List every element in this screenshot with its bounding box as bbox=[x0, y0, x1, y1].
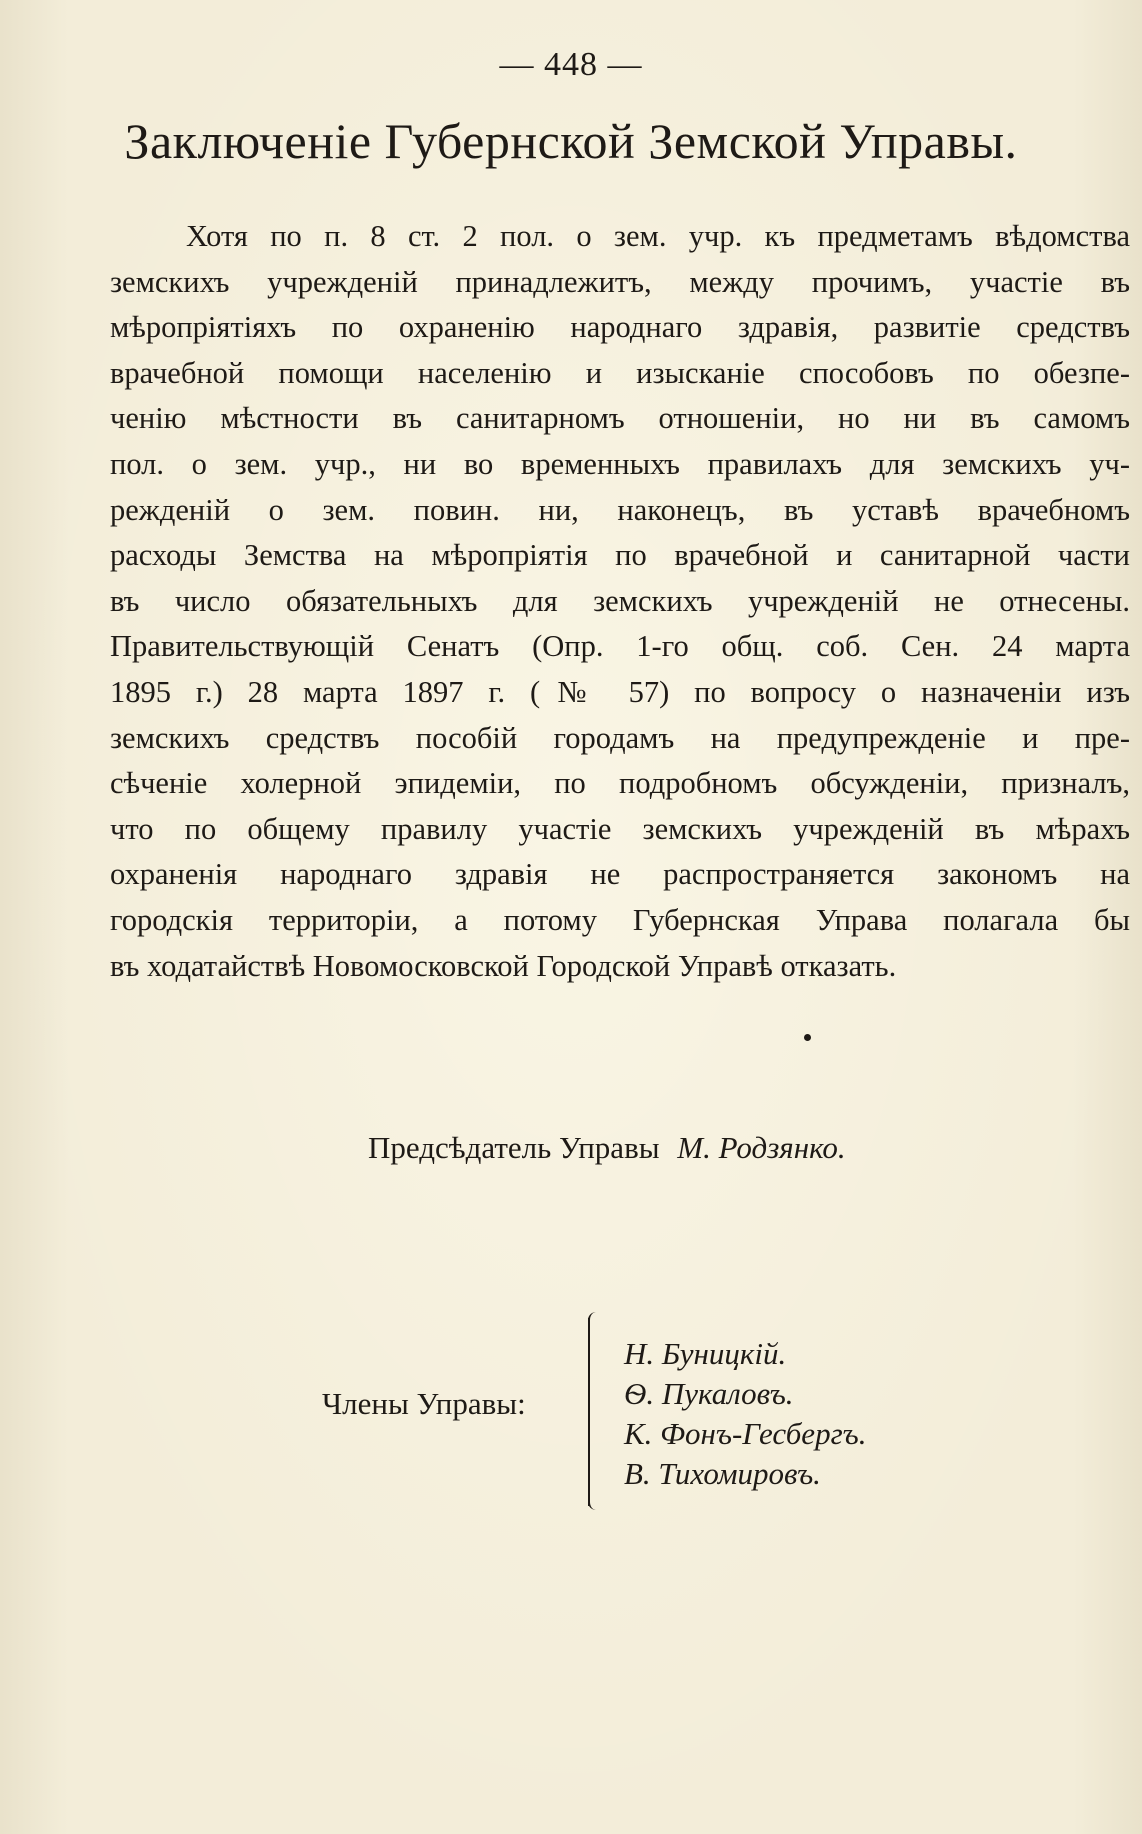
body-line: въ число обязательныхъ для земскихъ учрежденій не отнесены. bbox=[110, 583, 1130, 618]
page-number: — 448 — bbox=[499, 46, 643, 83]
body-line: въ ходатайствѣ Новомосковской Городской Управѣ отказать. bbox=[110, 948, 897, 983]
body-line: что по общему правилу участіе земскихъ учрежденій въ мѣрахъ bbox=[110, 811, 1130, 846]
body-line: Хотя по п. 8 ст. 2 пол. о зем. учр. къ предметамъ вѣдомства bbox=[186, 219, 1130, 253]
member-name: Н. Буницкій. bbox=[624, 1336, 787, 1371]
chairman-signature bbox=[368, 1130, 846, 1166]
member-name: В. Тихомировъ. bbox=[624, 1456, 821, 1491]
member-name: Ѳ. Пукаловъ. bbox=[624, 1376, 794, 1411]
members-list bbox=[624, 1334, 867, 1494]
body-line: земскихъ учрежденій принадлежитъ, между прочимъ, участіе въ bbox=[110, 264, 1130, 299]
chairman-label: Предсѣдатель Управы bbox=[368, 1130, 660, 1165]
members-brace bbox=[588, 1318, 590, 1506]
body-paragraph bbox=[110, 214, 1130, 989]
brace-bottom bbox=[588, 1500, 598, 1510]
chairman-name: М. Родзянко. bbox=[677, 1130, 846, 1165]
body-line: ченію мѣстности въ санитарномъ отношеніи, но ни въ самомъ bbox=[110, 401, 1130, 436]
body-line: 1895 г.) 28 марта 1897 г. (№ 57) по вопросу о назначеніи изъ bbox=[110, 674, 1130, 709]
body-line: режденій о зем. повин. ни, наконецъ, въ уставѣ врачебномъ bbox=[110, 492, 1130, 527]
member-name: К. Фонъ-Гесбергъ. bbox=[624, 1416, 867, 1451]
members-label: Члены Управы: bbox=[322, 1386, 526, 1421]
body-line: врачебной помощи населенію и изысканіе способовъ по обезпе- bbox=[110, 355, 1130, 390]
body-line: охраненія народнаго здравія не распространяется закономъ на bbox=[110, 857, 1130, 892]
body-line: земскихъ средствъ пособій городамъ на предупрежденіе и пре- bbox=[110, 720, 1130, 755]
page-title: Заключеніе Губернской Земской Управы. bbox=[124, 113, 1018, 169]
body-line: Правительствующій Сенатъ (Опр. 1-го общ. соб. Сен. 24 марта bbox=[110, 629, 1130, 664]
body-line: мѣропріятіяхъ по охраненію народнаго здравія, развитіе средствъ bbox=[110, 310, 1130, 345]
separator-dot bbox=[804, 1034, 811, 1041]
body-line: сѣченіе холерной эпидеміи, по подробномъ обсужденіи, призналъ, bbox=[110, 766, 1130, 801]
body-line: расходы Земства на мѣропріятія по врачебной и санитарной части bbox=[110, 538, 1130, 573]
body-line: пол. о зем. учр., ни во временныхъ правилахъ для земскихъ уч- bbox=[110, 446, 1130, 481]
body-line: городскія территоріи, а потому Губернская Управа полагала бы bbox=[110, 902, 1130, 937]
